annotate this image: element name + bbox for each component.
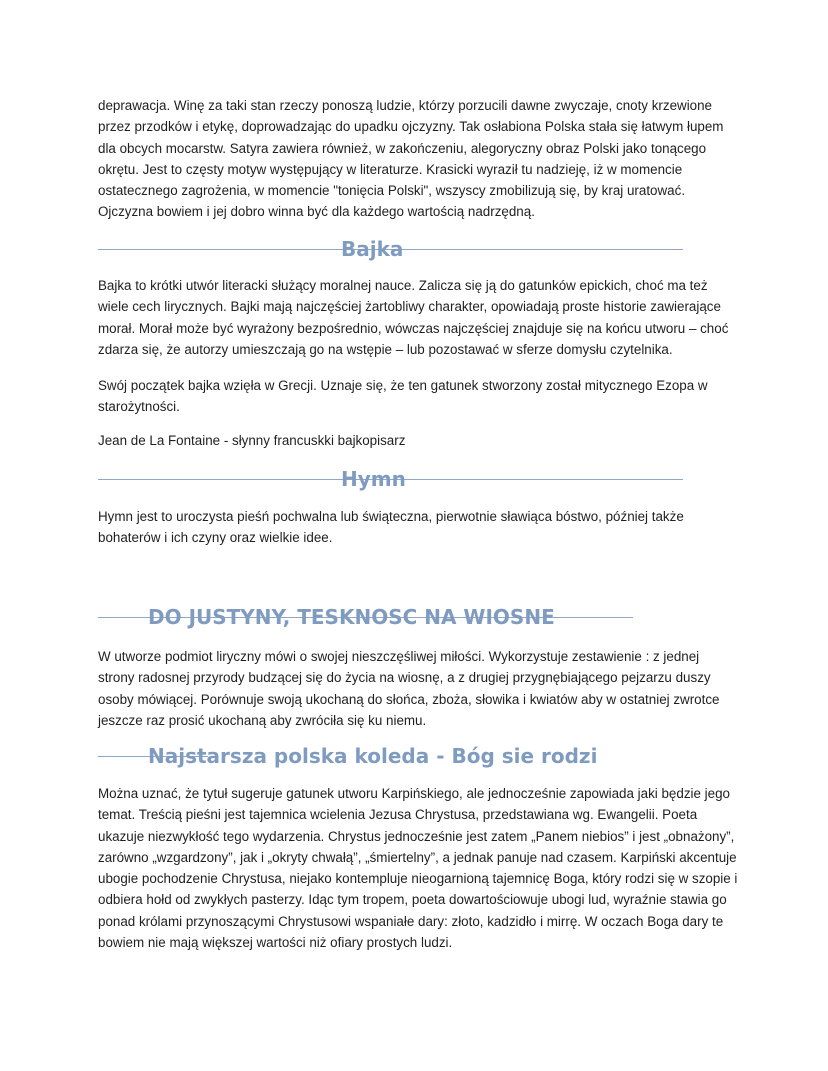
- paragraph-bajka-1: Bajka to krótki utwór literacki służący moralnej nauce. Zalicza się ją do gatunków epickich, choć ma też wiele cech lirycznych. Bajki mają najczęściej żartobliwy charakter, opowiadają proste historie zawierające morał. Morał może być wyrażony bezpośrednio, wówczas najczęściej znajduje się na końcu utworu – choć zdarza się, że autorzy umieszczają go na wstępie – lub pozostawać w sferze domysłu czytelnika.: [98, 278, 729, 357]
- paragraph-bajka-3: Jean de La Fontaine - słynny francuskki bajkopisarz: [98, 433, 406, 448]
- heading-hymn: Hymn: [341, 467, 406, 491]
- section-heading-bajka: [98, 236, 683, 266]
- section-heading-hymn: [98, 466, 683, 496]
- heading-bajka: Bajka: [341, 237, 404, 261]
- heading-koleda: Najstarsza polska koleda - Bóg sie rodzi: [148, 744, 598, 768]
- paragraph-intro: deprawacja. Winę za taki stan rzeczy ponoszą ludzie, którzy porzucili dawne zwyczaje, cnoty krzewione przez przodków i etykę, doprowadzając do upadku ojczyzny. Tak osłabiona Polska stała się łatwym łupem dla obcych mocarstw. Satyra zawiera również, w zakończeniu, alegoryczny obraz Polski jako tonącego okrętu. Jest to częsty motyw występujący w literaturze. Krasicki wyraził tu nadzieję, iż w momencie ostatecznego zagrożenia, w momencie "tonięcia Polski", wszyscy zmobilizują się, by kraj uratować. Ojczyzna bowiem i jej dobro winna być dla każdego wartością nadrzędną.: [98, 98, 724, 220]
- paragraph-justyny-1: W utworze podmiot liryczny mówi o swojej nieszczęśliwej miłości. Wykorzystuje zestawienie : z jednej strony radosnej przyrody budzącej się do życia na wiosnę, a z drugiej przygnębiającego pejzarzu duszy osoby mówiącej. Porównuje swoją ukochaną do słońca, zboża, słowika i kwiatów aby w ostatniej zwrotce jeszcze raz prosić ukochaną aby zwróciła się ku niemu.: [98, 649, 720, 728]
- section-heading-justyny: [98, 604, 638, 634]
- heading-justyny: DO JUSTYNY, TESKNOSC NA WIOSNE: [148, 605, 555, 629]
- section-heading-koleda: [98, 743, 618, 773]
- paragraph-koleda-1: Można uznać, że tytuł sugeruje gatunek utworu Karpińskiego, ale jednocześnie zapowiada jaki będzie jego temat. Treścią pieśni jest tajemnica wcielenia Jezusa Chrystusa, przedstawiana wg. Ewangelii. Poeta ukazuje niezwykłość tego wydarzenia. Chrystus jednocześnie jest zatem „Panem niebios” i jest „obnażony”, zarówno „wzgardzony”, jak i „okryty chwałą”, „śmiertelny”, a jednak panuje nad czasem. Karpiński akcentuje ubogie pochodzenie Chrystusa, niejako kontempluje nieogarnioną tajemnicę Boga, który rodzi się w szopie i odbiera hołd od zwykłych pasterzy. Idąc tym tropem, poeta dowartościowuje ubogi lud, wyraźnie stawia go ponad królami przynoszącymi Chrystusowi wspaniałe dary: złoto, kadzidło i mirrę. W oczach Boga dary te bowiem nie mają większej wartości niż ofiary prostych ludzi.: [98, 786, 738, 951]
- paragraph-bajka-2: Swój początek bajka wzięła w Grecji. Uznaje się, że ten gatunek stworzony został mitycznego Ezopa w starożytności.: [98, 378, 708, 415]
- paragraph-hymn-1: Hymn jest to uroczysta pieśń pochwalna lub świąteczna, pierwotnie sławiąca bóstwo, później także bohaterów i ich czyny oraz wielkie idee.: [98, 509, 684, 546]
